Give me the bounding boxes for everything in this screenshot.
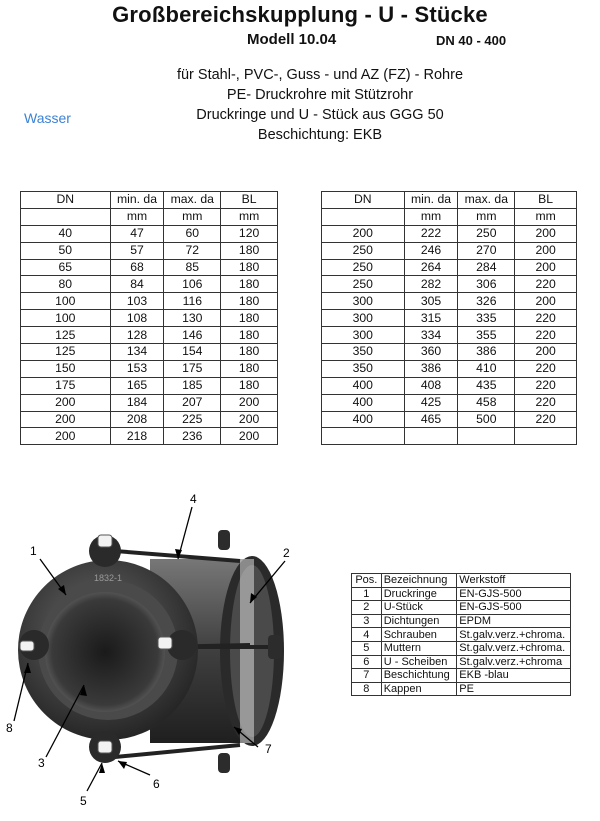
table-cell: 218: [110, 428, 164, 445]
table-cell: 68: [110, 259, 164, 276]
table-cell: Kappen: [381, 682, 457, 696]
table-cell: 200: [221, 428, 278, 445]
table-cell: mm: [515, 208, 577, 225]
table-cell: PE: [457, 682, 571, 696]
dimension-table-right: [321, 191, 577, 445]
table-cell: 180: [221, 242, 278, 259]
table-cell: 50: [21, 242, 111, 259]
table-cell: St.galv.verz.+chroma.: [457, 641, 571, 655]
table-cell: 250: [322, 259, 405, 276]
table-cell: [21, 208, 111, 225]
table-cell: mm: [404, 208, 458, 225]
table-cell: 305: [404, 293, 458, 310]
coupling-body: [18, 530, 284, 773]
table-row: [21, 276, 278, 293]
table-cell: 200: [21, 428, 111, 445]
table-cell: 386: [458, 344, 515, 361]
table-cell: 180: [221, 360, 278, 377]
table-row: [322, 360, 577, 377]
table-cell: 146: [164, 327, 221, 344]
table-cell: 410: [458, 360, 515, 377]
table-cell: 47: [110, 225, 164, 242]
table-row: [21, 360, 278, 377]
table-cell: 108: [110, 310, 164, 327]
table-cell: EN-GJS-500: [457, 601, 571, 615]
table-row: [322, 310, 577, 327]
description-line: für Stahl-, PVC-, Guss - und AZ (FZ) - Rohre: [176, 67, 464, 83]
table-cell: 175: [164, 360, 221, 377]
table-row: [352, 682, 571, 696]
table-row: [352, 641, 571, 655]
table-cell: 306: [458, 276, 515, 293]
table-cell: U-Stück: [381, 601, 457, 615]
table-cell: min. da: [110, 192, 164, 209]
page-title: Großbereichskupplung - U - Stücke: [112, 2, 488, 27]
table-cell: 355: [458, 327, 515, 344]
table-cell: 80: [21, 276, 111, 293]
table-row: [21, 394, 278, 411]
table-cell: 200: [515, 293, 577, 310]
callout-5: 5: [80, 794, 87, 808]
table-row: [352, 669, 571, 683]
table-cell: 84: [110, 276, 164, 293]
table-cell: 103: [110, 293, 164, 310]
table-cell: 208: [110, 411, 164, 428]
table-cell: 220: [515, 411, 577, 428]
table-row: [322, 259, 577, 276]
table-cell: 180: [221, 344, 278, 361]
table-cell: 500: [458, 411, 515, 428]
table-row: [21, 225, 278, 242]
callout-4: 4: [190, 492, 197, 506]
table-cell: [515, 428, 577, 445]
table-cell: 386: [404, 360, 458, 377]
table-cell: 8: [352, 682, 382, 696]
table-cell: EN-GJS-500: [457, 587, 571, 601]
table-cell: 130: [164, 310, 221, 327]
table-row: [21, 327, 278, 344]
table-cell: 315: [404, 310, 458, 327]
callout-3: 3: [38, 756, 45, 770]
table-cell: min. da: [404, 192, 458, 209]
table-cell: mm: [458, 208, 515, 225]
table-cell: 465: [404, 411, 458, 428]
table-cell: 425: [404, 394, 458, 411]
table-cell: [322, 208, 405, 225]
table-row: [322, 276, 577, 293]
table-row: [322, 327, 577, 344]
table-cell: 400: [322, 394, 405, 411]
table-cell: EPDM: [457, 614, 571, 628]
table-row: [352, 587, 571, 601]
table-cell: 200: [515, 259, 577, 276]
table-cell: 200: [221, 411, 278, 428]
table-cell: 60: [164, 225, 221, 242]
table-cell: 180: [221, 377, 278, 394]
table-cell: 106: [164, 276, 221, 293]
table-cell: Werkstoff: [457, 574, 571, 588]
table-cell: 65: [21, 259, 111, 276]
table-row: [21, 411, 278, 428]
table-cell: [458, 428, 515, 445]
table-cell: 200: [515, 225, 577, 242]
table-cell: 185: [164, 377, 221, 394]
description-line: Beschichtung: EKB: [257, 127, 383, 143]
table-row: [322, 225, 577, 242]
table-cell: 7: [352, 669, 382, 683]
table-row: [21, 310, 278, 327]
table-row: [21, 428, 278, 445]
table-cell: 1: [352, 587, 382, 601]
table-row: [322, 411, 577, 428]
table-cell: 200: [515, 242, 577, 259]
table-cell: St.galv.verz.+chroma.: [457, 628, 571, 642]
table-units-row: [322, 208, 577, 225]
table-row: [322, 377, 577, 394]
table-cell: 220: [515, 360, 577, 377]
table-cell: [322, 428, 405, 445]
table-row: [322, 394, 577, 411]
table-cell: 4: [352, 628, 382, 642]
table-row: [352, 614, 571, 628]
table-cell: 200: [322, 225, 405, 242]
table-cell: 270: [458, 242, 515, 259]
table-cell: Dichtungen: [381, 614, 457, 628]
table-row: [352, 601, 571, 615]
table-cell: 125: [21, 327, 111, 344]
table-row: [322, 428, 577, 445]
table-cell: 400: [322, 411, 405, 428]
table-cell: 360: [404, 344, 458, 361]
table-cell: [404, 428, 458, 445]
table-row: [21, 344, 278, 361]
table-cell: EKB -blau: [457, 669, 571, 683]
table-cell: Muttern: [381, 641, 457, 655]
table-cell: 2: [352, 601, 382, 615]
table-cell: 57: [110, 242, 164, 259]
table-cell: mm: [110, 208, 164, 225]
table-row: [21, 259, 278, 276]
table-cell: 220: [515, 394, 577, 411]
table-cell: max. da: [458, 192, 515, 209]
table-row: [322, 344, 577, 361]
table-header-row: [322, 192, 577, 209]
table-cell: 116: [164, 293, 221, 310]
callout-7: 7: [265, 742, 272, 756]
table-cell: mm: [164, 208, 221, 225]
table-cell: 5: [352, 641, 382, 655]
callout-2: 2: [283, 546, 290, 560]
table-row: [352, 655, 571, 669]
table-row: [21, 242, 278, 259]
table-cell: 220: [515, 377, 577, 394]
table-cell: BL: [221, 192, 278, 209]
callout-6: 6: [153, 777, 160, 791]
table-cell: 175: [21, 377, 111, 394]
table-cell: 200: [21, 411, 111, 428]
table-header-row: [21, 192, 278, 209]
table-cell: 222: [404, 225, 458, 242]
table-cell: Druckringe: [381, 587, 457, 601]
table-cell: 40: [21, 225, 111, 242]
table-cell: 200: [21, 394, 111, 411]
table-cell: 154: [164, 344, 221, 361]
table-cell: 300: [322, 293, 405, 310]
callout-8: 8: [6, 721, 13, 735]
table-cell: 250: [322, 242, 405, 259]
table-cell: 350: [322, 360, 405, 377]
table-row: [21, 293, 278, 310]
table-cell: St.galv.verz.+chroma: [457, 655, 571, 669]
table-cell: 282: [404, 276, 458, 293]
table-cell: 300: [322, 327, 405, 344]
table-row: [322, 242, 577, 259]
table-cell: BL: [515, 192, 577, 209]
table-cell: 100: [21, 293, 111, 310]
table-cell: DN: [21, 192, 111, 209]
table-cell: 125: [21, 344, 111, 361]
dimension-table-left: [20, 191, 278, 445]
bore: [45, 592, 165, 712]
table-cell: 180: [221, 259, 278, 276]
table-cell: DN: [322, 192, 405, 209]
table-cell: 335: [458, 310, 515, 327]
table-cell: 264: [404, 259, 458, 276]
table-cell: U - Scheiben: [381, 655, 457, 669]
table-cell: 85: [164, 259, 221, 276]
table-cell: 207: [164, 394, 221, 411]
table-cell: max. da: [164, 192, 221, 209]
table-cell: 250: [322, 276, 405, 293]
table-cell: 200: [221, 394, 278, 411]
coupling-drawing: [0, 485, 340, 815]
table-cell: 220: [515, 327, 577, 344]
table-cell: 128: [110, 327, 164, 344]
table-cell: 408: [404, 377, 458, 394]
table-cell: 250: [458, 225, 515, 242]
table-cell: 300: [322, 310, 405, 327]
table-cell: 3: [352, 614, 382, 628]
table-row: [322, 293, 577, 310]
table-cell: 220: [515, 310, 577, 327]
table-cell: 153: [110, 360, 164, 377]
table-cell: 180: [221, 310, 278, 327]
callout-1: 1: [30, 544, 37, 558]
table-cell: 326: [458, 293, 515, 310]
table-cell: 400: [322, 377, 405, 394]
table-cell: mm: [221, 208, 278, 225]
description-line: Druckringe und U - Stück aus GGG 50: [196, 107, 444, 123]
table-cell: Bezeichnung: [381, 574, 457, 588]
table-cell: 180: [221, 276, 278, 293]
table-cell: 184: [110, 394, 164, 411]
table-cell: 180: [221, 293, 278, 310]
table-header-row: [352, 574, 571, 588]
parts-table: [351, 573, 571, 696]
table-cell: 246: [404, 242, 458, 259]
model-label: Modell 10.04: [247, 31, 337, 48]
table-cell: 100: [21, 310, 111, 327]
table-cell: 6: [352, 655, 382, 669]
table-cell: 120: [221, 225, 278, 242]
dn-range-label: DN 40 - 400: [436, 33, 507, 48]
table-cell: 435: [458, 377, 515, 394]
table-cell: 180: [221, 327, 278, 344]
table-cell: 72: [164, 242, 221, 259]
table-cell: 284: [458, 259, 515, 276]
table-row: [352, 628, 571, 642]
table-cell: Beschichtung: [381, 669, 457, 683]
table-cell: 350: [322, 344, 405, 361]
table-cell: Pos.: [352, 574, 382, 588]
medium-label: Wasser: [24, 110, 71, 126]
table-cell: 150: [21, 360, 111, 377]
description-line: PE- Druckrohre mit Stützrohr: [226, 87, 414, 103]
table-cell: 134: [110, 344, 164, 361]
table-cell: 334: [404, 327, 458, 344]
table-row: [21, 377, 278, 394]
table-cell: 236: [164, 428, 221, 445]
table-cell: 225: [164, 411, 221, 428]
table-cell: 458: [458, 394, 515, 411]
table-cell: 220: [515, 276, 577, 293]
table-cell: Schrauben: [381, 628, 457, 642]
table-cell: 200: [515, 344, 577, 361]
table-cell: 165: [110, 377, 164, 394]
table-units-row: [21, 208, 278, 225]
flange-marking: 1832-1: [93, 573, 123, 583]
